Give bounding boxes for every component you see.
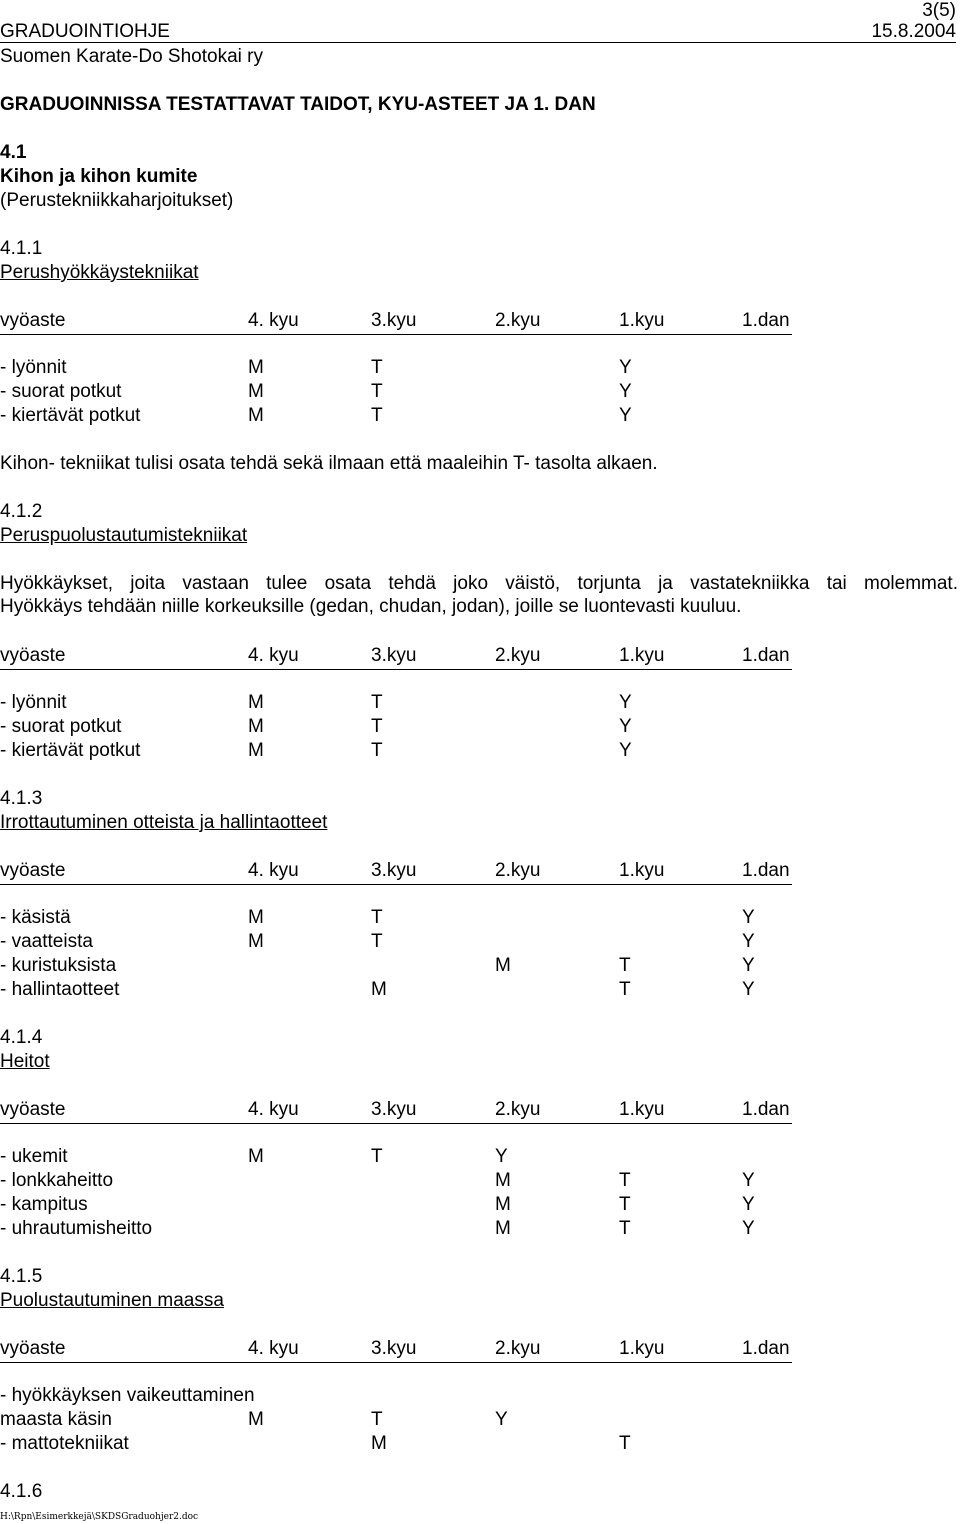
footer-file-path: H:\Rpn\Esimerkkejä\SKDSGraduohjer2.doc <box>0 1512 199 1522</box>
cell-2kyu: Y <box>495 1146 508 1167</box>
cell-1dan: Y <box>742 907 755 928</box>
row-label: - kampitus <box>0 1194 88 1215</box>
cell-1kyu: T <box>619 1170 631 1191</box>
table-row <box>0 955 800 979</box>
cell-3kyu: T <box>371 381 383 402</box>
cell-3kyu: T <box>371 740 383 761</box>
cell-4kyu: M <box>248 381 264 402</box>
grade-header-3kyu: 3.kyu <box>371 310 417 331</box>
table-row <box>0 907 800 931</box>
grade-header-4kyu: 4. kyu <box>248 1099 299 1120</box>
grade-header-3kyu: 3.kyu <box>371 1099 417 1120</box>
grade-header-3kyu: 3.kyu <box>371 1338 417 1359</box>
cell-1dan: Y <box>742 1218 755 1239</box>
document-title: GRADUOINTIOHJE <box>0 21 170 42</box>
table-row <box>0 1218 800 1242</box>
grade-header-1kyu: 1.kyu <box>619 1338 665 1359</box>
main-heading: GRADUOINNISSA TESTATTAVAT TAIDOT, KYU-ASTEET JA 1. DAN <box>0 94 596 115</box>
subsection-title: Irrottautuminen otteista ja hallintaotteet <box>0 812 328 833</box>
row-label: - hyökkäyksen vaikeuttaminen <box>0 1385 255 1406</box>
cell-4kyu: M <box>248 716 264 737</box>
cell-1kyu: Y <box>619 740 632 761</box>
table-row <box>0 692 800 716</box>
subsection-title: Heitot <box>0 1051 50 1072</box>
cell-3kyu: M <box>371 979 387 1000</box>
grade-header-2kyu: 2.kyu <box>495 645 541 666</box>
cell-4kyu: M <box>248 692 264 713</box>
subsection-number: 4.1.5 <box>0 1266 43 1287</box>
row-label: - lyönnit <box>0 692 67 713</box>
grade-header-row <box>0 1338 792 1363</box>
row-label: - suorat potkut <box>0 381 122 402</box>
grade-header-row <box>0 310 792 335</box>
cell-1dan: Y <box>742 1194 755 1215</box>
grade-header-1dan: 1.dan <box>742 1338 790 1359</box>
table-row <box>0 381 800 405</box>
cell-2kyu: M <box>495 1194 511 1215</box>
row-label: - kuristuksista <box>0 955 117 976</box>
grade-header-4kyu: 4. kyu <box>248 1338 299 1359</box>
grade-header-belt: vyöaste <box>0 310 66 331</box>
section-subtitle: (Perustekniikkaharjoitukset) <box>0 190 234 211</box>
table-row <box>0 357 800 381</box>
table-row <box>0 1146 800 1170</box>
row-label: - lyönnit <box>0 357 67 378</box>
grade-header-belt: vyöaste <box>0 860 66 881</box>
table-row <box>0 1385 800 1409</box>
table-row <box>0 1194 800 1218</box>
table-row <box>0 1170 800 1194</box>
subsection-number: 4.1.2 <box>0 501 43 522</box>
grade-header-2kyu: 2.kyu <box>495 310 541 331</box>
subsection-title: Puolustautuminen maassa <box>0 1290 224 1311</box>
table-row <box>0 979 800 1003</box>
cell-4kyu: M <box>248 931 264 952</box>
header-rule <box>0 42 956 43</box>
cell-1kyu: T <box>619 1194 631 1215</box>
cell-2kyu: M <box>495 1218 511 1239</box>
cell-1dan: Y <box>742 1170 755 1191</box>
grade-header-1dan: 1.dan <box>742 310 790 331</box>
grade-header-1dan: 1.dan <box>742 645 790 666</box>
cell-1dan: Y <box>742 955 755 976</box>
grade-header-1dan: 1.dan <box>742 860 790 881</box>
grade-header-4kyu: 4. kyu <box>248 860 299 881</box>
cell-1kyu: Y <box>619 405 632 426</box>
grade-header-1dan: 1.dan <box>742 1099 790 1120</box>
cell-4kyu: M <box>248 907 264 928</box>
cell-4kyu: M <box>248 1146 264 1167</box>
cell-1kyu: Y <box>619 716 632 737</box>
subsection-number: 4.1.3 <box>0 788 43 809</box>
cell-1kyu: Y <box>619 692 632 713</box>
cell-3kyu: T <box>371 357 383 378</box>
cell-3kyu: T <box>371 931 383 952</box>
grade-header-2kyu: 2.kyu <box>495 1338 541 1359</box>
grade-header-3kyu: 3.kyu <box>371 860 417 881</box>
row-label: - lonkkaheitto <box>0 1170 114 1191</box>
grade-header-1kyu: 1.kyu <box>619 645 665 666</box>
subsection-title: Perushyökkäystekniikat <box>0 262 199 283</box>
grade-header-belt: vyöaste <box>0 1099 66 1120</box>
cell-1kyu: T <box>619 979 631 1000</box>
table-row <box>0 1409 800 1433</box>
cell-3kyu: M <box>371 1433 387 1454</box>
cell-2kyu: M <box>495 1170 511 1191</box>
cell-1kyu: Y <box>619 381 632 402</box>
row-label: - kiertävät potkut <box>0 405 141 426</box>
row-label: - uhrautumisheitto <box>0 1218 153 1239</box>
cell-1kyu: T <box>619 955 631 976</box>
paragraph-line: Hyökkäykset, joita vastaan tulee osata tehdä joko väistö, torjunta ja vastatekniikka tai molemmat. <box>0 573 958 594</box>
cell-4kyu: M <box>248 405 264 426</box>
row-label: - ukemit <box>0 1146 68 1167</box>
grade-header-1kyu: 1.kyu <box>619 1099 665 1120</box>
cell-2kyu: M <box>495 955 511 976</box>
document-date: 15.8.2004 <box>871 21 956 42</box>
section-title: Kihon ja kihon kumite <box>0 166 198 187</box>
subsection-number: 4.1.1 <box>0 238 43 259</box>
cell-4kyu: M <box>248 357 264 378</box>
table-row <box>0 931 800 955</box>
table-row <box>0 1433 800 1457</box>
table-row <box>0 716 800 740</box>
cell-3kyu: T <box>371 692 383 713</box>
cell-1dan: Y <box>742 979 755 1000</box>
organization-name: Suomen Karate-Do Shotokai ry <box>0 46 263 67</box>
cell-1kyu: T <box>619 1218 631 1239</box>
row-label: - hallintaotteet <box>0 979 120 1000</box>
grade-header-row <box>0 860 792 885</box>
grade-header-row <box>0 645 792 670</box>
table-row <box>0 740 800 764</box>
cell-1kyu: T <box>619 1433 631 1454</box>
cell-1kyu: Y <box>619 357 632 378</box>
grade-header-4kyu: 4. kyu <box>248 645 299 666</box>
subsection-number: 4.1.4 <box>0 1027 43 1048</box>
cell-3kyu: T <box>371 1409 383 1430</box>
section-number: 4.1 <box>0 142 27 163</box>
cell-4kyu: M <box>248 1409 264 1430</box>
row-label: - kiertävät potkut <box>0 740 141 761</box>
row-label: - mattotekniikat <box>0 1433 129 1454</box>
grade-header-2kyu: 2.kyu <box>495 860 541 881</box>
cell-3kyu: T <box>371 716 383 737</box>
note-text: Kihon- tekniikat tulisi osata tehdä sekä ilmaan että maaleihin T- tasolta alkaen. <box>0 453 658 474</box>
grade-header-1kyu: 1.kyu <box>619 860 665 881</box>
subsection-number: 4.1.6 <box>0 1481 43 1502</box>
cell-3kyu: T <box>371 405 383 426</box>
cell-1dan: Y <box>742 931 755 952</box>
cell-3kyu: T <box>371 1146 383 1167</box>
row-label: maasta käsin <box>0 1409 112 1430</box>
row-label: - suorat potkut <box>0 716 122 737</box>
cell-3kyu: T <box>371 907 383 928</box>
grade-header-4kyu: 4. kyu <box>248 310 299 331</box>
grade-header-belt: vyöaste <box>0 645 66 666</box>
grade-header-belt: vyöaste <box>0 1338 66 1359</box>
cell-4kyu: M <box>248 740 264 761</box>
grade-header-3kyu: 3.kyu <box>371 645 417 666</box>
grade-header-row <box>0 1099 792 1124</box>
row-label: - vaatteista <box>0 931 93 952</box>
grade-header-2kyu: 2.kyu <box>495 1099 541 1120</box>
table-row <box>0 405 800 429</box>
subsection-title: Peruspuolustautumistekniikat <box>0 525 248 546</box>
grade-header-1kyu: 1.kyu <box>619 310 665 331</box>
paragraph-line: Hyökkäys tehdään niille korkeuksille (gedan, chudan, jodan), joille se luontevasti kuuluu. <box>0 596 742 617</box>
cell-2kyu: Y <box>495 1409 508 1430</box>
page-number: 3(5) <box>922 0 956 21</box>
row-label: - käsistä <box>0 907 71 928</box>
